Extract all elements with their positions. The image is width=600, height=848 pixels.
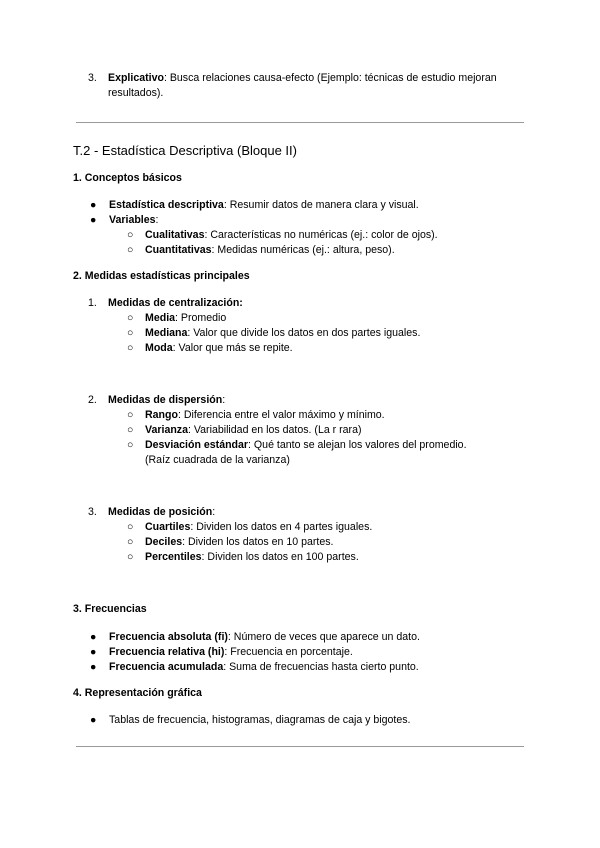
section-title: T.2 - Estadística Descriptiva (Bloque II) (73, 143, 297, 158)
circle-bullet-icon: ○ (127, 551, 134, 563)
circle-bullet-icon: ○ (127, 439, 134, 451)
circle-bullet-icon: ○ (127, 536, 134, 548)
circle-bullet-icon: ○ (127, 409, 134, 421)
heading-representacion-grafica: 4. Representación gráfica (73, 687, 202, 699)
item-description-cont: resultados). (108, 87, 164, 99)
circle-bullet-icon: ○ (127, 229, 134, 241)
bullet-icon: ● (90, 199, 97, 211)
heading-medidas-estadisticas: 2. Medidas estadísticas principales (73, 270, 250, 282)
horizontal-divider (76, 746, 524, 747)
circle-bullet-icon: ○ (127, 424, 134, 436)
circle-bullet-icon: ○ (127, 327, 134, 339)
term-explicativo: Explicativo (108, 72, 164, 84)
circle-bullet-icon: ○ (127, 342, 134, 354)
bullet-icon: ● (90, 714, 97, 726)
list-marker: 3. (88, 72, 97, 84)
heading-frecuencias: 3. Frecuencias (73, 603, 147, 615)
horizontal-divider (76, 122, 524, 123)
bullet-icon: ● (90, 646, 97, 658)
bullet-icon: ● (90, 214, 97, 226)
bullet-icon: ● (90, 661, 97, 673)
document-page: 3. Explicativo: Busca relaciones causa-efecto (Ejemplo: técnicas de estudio mejoran resultados). T.2 - Estadística Descriptiva (Bloque II) 1. Conceptos básicos ● Estadística descriptiva: Resumir datos de manera clara y visual. ● Variables: ○ Cualitativas: Características no numéricas (ej.: color de ojos). ○ Cuantitativas: Medidas numéricas (ej.: altura, peso). 2. Medidas estadísticas principales 1. Medidas de centralización: ○ Media: Promedio ○ Mediana: Valor que divide los datos en dos partes iguales. ○ Moda: Valor que más se repite. 2. Medidas de dispersión: ○ Rango: Diferencia entre el valor máximo y mínimo. ○ Varianza: Variabilidad en los datos. (La r rara) ○ Desviación estándar: Qué tanto se alejan los valores del promedio. (Raíz cuadrada de la varianza) 3. Medidas de posición: ○ Cuartiles: Dividen los datos en 4 partes iguales. ○ Deciles: Dividen los datos en 10 partes. ○ Percentiles: Dividen los datos en 100 partes. 3. Frecuencias ● Frecuencia absoluta (fi): Número de veces que aparece un dato. ● Frecuencia relativa (hi): Frecuencia en porcentaje. ● Frecuencia acumulada: Suma de frecuencias hasta cierto punto. 4. Representación gráfica ● Tablas de frecuencia, histogramas, diagramas de caja y bigotes. (0, 0, 600, 848)
bullet-icon: ● (90, 631, 97, 643)
circle-bullet-icon: ○ (127, 312, 134, 324)
heading-conceptos-basicos: 1. Conceptos básicos (73, 172, 182, 184)
circle-bullet-icon: ○ (127, 244, 134, 256)
circle-bullet-icon: ○ (127, 521, 134, 533)
item-description: : Busca relaciones causa-efecto (Ejemplo: técnicas de estudio mejoran (163, 72, 497, 84)
